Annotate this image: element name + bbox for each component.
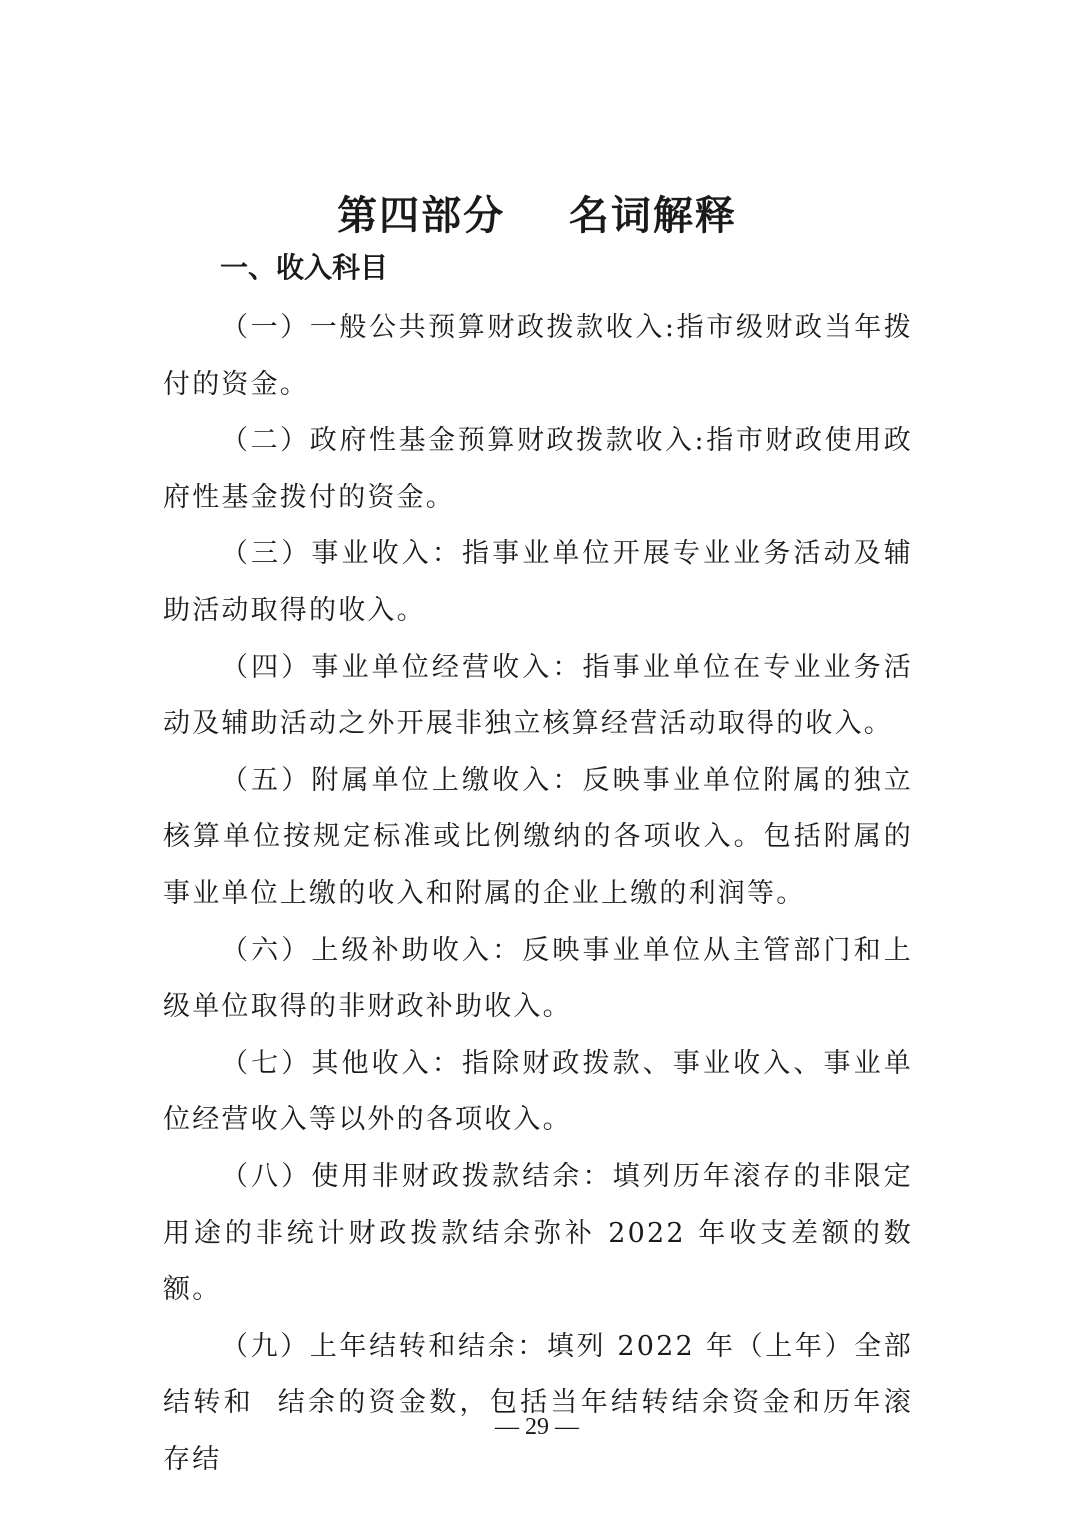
section-heading: 一、收入科目: [220, 251, 389, 284]
paragraph-7: （七）其他收入：指除财政拨款、事业收入、事业单位经营收入等以外的各项收入。: [163, 1047, 913, 1136]
body-text: [163, 300, 913, 1488]
paragraph-3: （三）事业收入：指事业单位开展专业业务活动及辅助活动取得的收入。: [163, 538, 913, 626]
paragraph-2: （二）政府性基金预算财政拨款收入:指市财政使用政府性基金拨付的资金。: [163, 425, 913, 513]
paragraph-6: （六）上级补助收入：反映事业单位从主管部门和上级单位取得的非财政补助收入。: [163, 934, 913, 1023]
page-title: 第四部分 名词解释: [337, 193, 737, 239]
paragraph-1: （一）一般公共预算财政拨款收入:指市级财政当年拨付的资金。: [163, 312, 913, 400]
paragraph-5: （五）附属单位上缴收入：反映事业单位附属的独立核算单位按规定标准或比例缴纳的各项收入。包括附属的事业单位上缴的收入和附属的企业上缴的利润等。: [163, 764, 913, 909]
paragraph-9: （九）上年结转和结余：填列 2022 年（上年）全部结转和 结余的资金数，包括当年结转结余资金和历年滚存结: [163, 1330, 913, 1475]
page-number: — 29 —: [495, 1414, 579, 1440]
paragraph-8: （八）使用非财政拨款结余：填列历年滚存的非限定用途的非统计财政拨款结余弥补 2022 年收支差额的数额。: [163, 1160, 913, 1306]
paragraph-4: （四）事业单位经营收入：指事业单位在专业业务活动及辅助活动之外开展非独立核算经营活动取得的收入。: [163, 651, 913, 740]
